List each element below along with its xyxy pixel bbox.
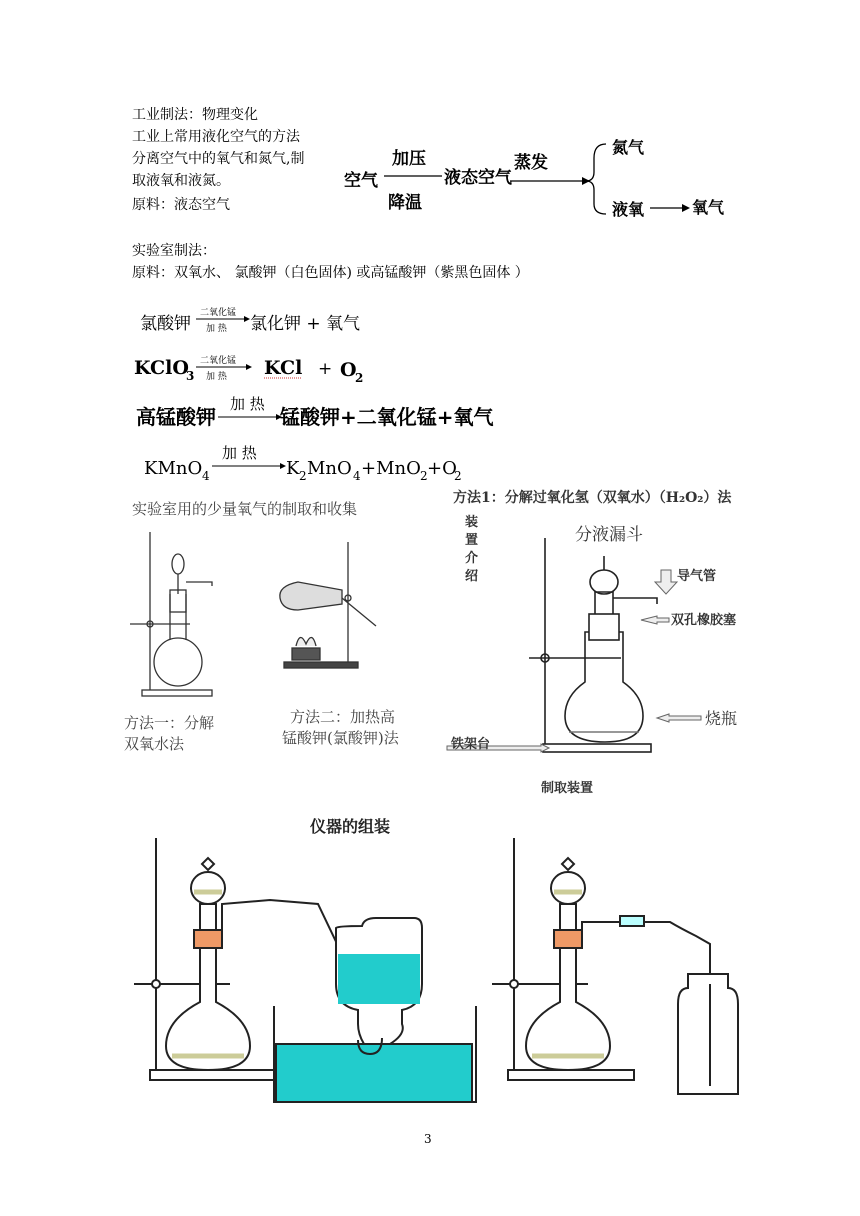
flow-liquid-oxygen: 液氧 — [612, 200, 645, 219]
page-number: 3 — [424, 1132, 432, 1146]
setup-air-displacement — [492, 838, 738, 1094]
h2o2-apparatus-figure — [445, 486, 790, 800]
vertical-label-4: 绍 — [465, 569, 479, 584]
flow-pressurize: 加压 — [392, 149, 426, 169]
eq1-right: 氯化钾 + 氧气 — [250, 314, 361, 334]
figure-left-method2b: 锰酸钾(氯酸钾)法 — [282, 729, 399, 747]
label-stopper: 双孔橡胶塞 — [671, 613, 737, 628]
eq2-right-2: O — [340, 359, 357, 381]
eq4-r2-sub: 4 — [353, 469, 361, 483]
label-flask: 烧瓶 — [705, 709, 738, 728]
industrial-line-4: 取液氧和液氮。 — [132, 173, 230, 189]
eq4-r1: K — [286, 458, 300, 479]
eq1-condition: 加 热 — [206, 324, 227, 334]
lab-preparation-figure — [112, 494, 442, 764]
flow-arrowhead-3 — [682, 204, 690, 212]
eq3-left: 高锰酸钾 — [136, 405, 216, 429]
eq2-plus: + — [318, 359, 333, 379]
industrial-line-3: 分离空气中的氧气和氮气,制 — [132, 151, 305, 167]
vertical-label-1: 装 — [465, 515, 479, 530]
industrial-line-2: 工业上常用液化空气的方法 — [132, 129, 300, 145]
flow-evaporate: 蒸发 — [514, 153, 548, 173]
industrial-line-5: 原料：液态空气 — [132, 197, 230, 213]
figure-left-title: 实验室用的少量氧气的制取和收集 — [132, 500, 358, 518]
eq1-catalyst: 二氧化锰 — [200, 308, 237, 318]
vertical-label-2: 置 — [465, 533, 479, 548]
label-funnel: 分液漏斗 — [575, 525, 643, 545]
figure-right-caption: 制取装置 — [541, 781, 594, 796]
flow-nitrogen: 氮气 — [612, 138, 645, 157]
flow-cool: 降温 — [388, 193, 422, 213]
eq4-condition: 加 热 — [222, 444, 257, 462]
eq4-r1-sub: 2 — [299, 469, 307, 483]
eq2-right-1: KCl — [264, 357, 303, 379]
apparatus-heat-kmno4 — [280, 542, 376, 668]
eq4-r2: MnO — [307, 458, 352, 479]
vertical-label-3: 介 — [465, 551, 479, 566]
flow-brace — [586, 144, 606, 214]
eq2-condition: 加 热 — [206, 372, 227, 382]
air-separation-diagram — [330, 128, 750, 228]
figure-right-title: 方法1：分解过氧化氢（双氧水）（H₂O₂）法 — [453, 490, 732, 506]
apparatus-drawing — [529, 538, 657, 752]
vertical-label — [465, 514, 478, 584]
eq4-r3: +MnO — [361, 458, 421, 479]
flow-oxygen: 氧气 — [692, 198, 725, 217]
eq3-condition: 加 热 — [230, 395, 265, 413]
flow-air: 空气 — [344, 171, 378, 191]
flow-liquid-air: 液态空气 — [444, 168, 512, 188]
assembly-figure — [120, 834, 760, 1104]
eq2-left-sub: 3 — [186, 369, 195, 383]
eq4-left-sub: 4 — [202, 469, 210, 483]
assembly-title: 仪器的组装 — [310, 817, 391, 836]
label-iron-stand: 铁架台 — [451, 737, 491, 752]
eq4-r3-sub: 2 — [420, 469, 428, 483]
eq2-right-2-sub: 2 — [355, 371, 364, 385]
figure-left-method2: 方法二：加热高 — [290, 708, 396, 726]
figure-left-method1: 方法一：分解 — [124, 714, 215, 732]
eq2-left: KClO — [134, 357, 189, 379]
equations — [130, 298, 530, 488]
setup-water-displacement — [134, 838, 476, 1102]
lab-line-2: 原料：双氧水、 氯酸钾（白色固体) 或高锰酸钾（紫黑色固体 ） — [132, 265, 529, 281]
figure-left-method1b: 双氧水法 — [124, 735, 185, 753]
apparatus-decompose-h2o2 — [130, 532, 212, 696]
eq4-r4: +O — [427, 458, 457, 479]
eq4-left: KMnO — [144, 458, 203, 479]
eq1-left: 氯酸钾 — [140, 314, 191, 334]
lab-line-1: 实验室制法： — [132, 243, 216, 259]
industrial-line-1: 工业制法：物理变化 — [132, 107, 258, 123]
label-delivery-tube: 导气管 — [677, 569, 717, 584]
eq4-r4-sub: 2 — [454, 469, 462, 483]
callout-arrows — [447, 570, 701, 752]
eq3-right: 锰酸钾+二氧化锰+氧气 — [280, 405, 494, 429]
eq2-catalyst: 二氧化锰 — [200, 356, 237, 366]
